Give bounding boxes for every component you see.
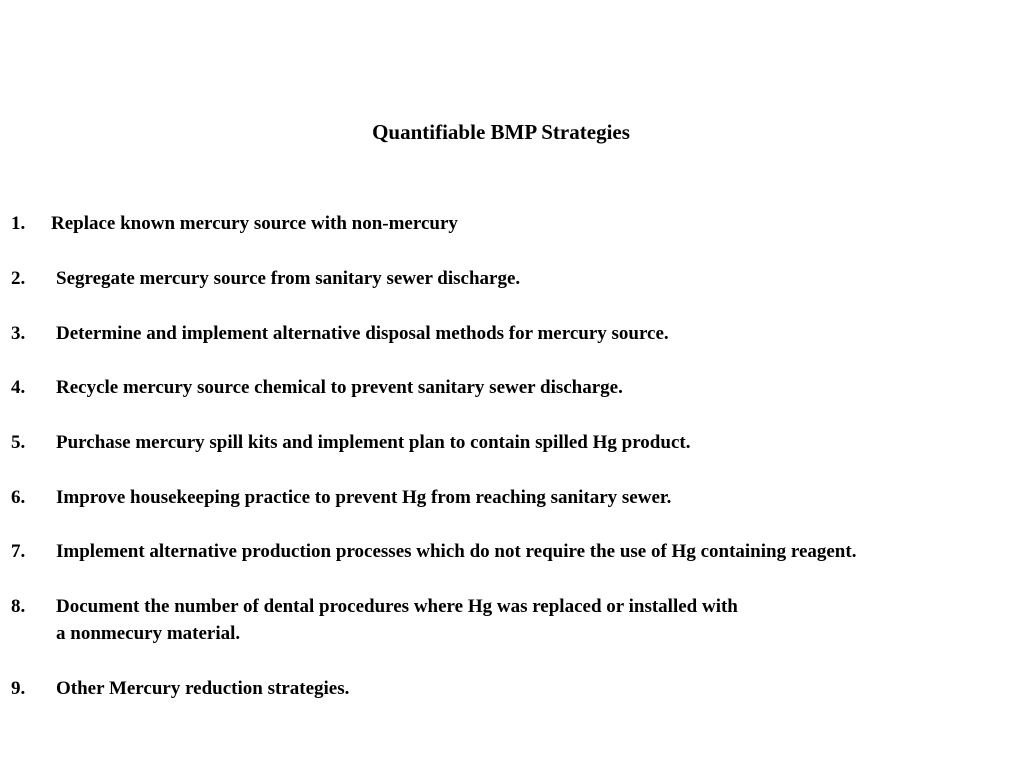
item-number: 7. bbox=[11, 541, 26, 562]
item-number: 5. bbox=[11, 432, 26, 453]
item-number: 1. bbox=[11, 213, 26, 234]
item-text: Purchase mercury spill kits and implement plan to contain spilled Hg product. bbox=[56, 432, 691, 453]
item-text: Segregate mercury source from sanitary sewer discharge. bbox=[56, 268, 521, 289]
item-text: Other Mercury reduction strategies. bbox=[56, 678, 350, 699]
item-text: Implement alternative production processes which do not require the use of Hg containing reagent. bbox=[56, 541, 857, 562]
item-number: 9. bbox=[11, 678, 26, 699]
item-text: Improve housekeeping practice to prevent Hg from reaching sanitary sewer. bbox=[56, 487, 672, 508]
item-text: Determine and implement alternative disposal methods for mercury source. bbox=[56, 323, 669, 344]
item-number: 3. bbox=[11, 323, 26, 344]
item-number: 4. bbox=[11, 377, 26, 398]
item-text: Document the number of dental procedures where Hg was replaced or installed with bbox=[56, 596, 738, 617]
item-text: Replace known mercury source with non-mercury bbox=[51, 213, 458, 234]
item-text: Recycle mercury source chemical to prevent sanitary sewer discharge. bbox=[56, 377, 623, 398]
item-number: 2. bbox=[11, 268, 26, 289]
page-title: Quantifiable BMP Strategies bbox=[372, 120, 630, 144]
item-text-continuation: a nonmecury material. bbox=[56, 623, 241, 644]
item-number: 6. bbox=[11, 487, 26, 508]
item-number: 8. bbox=[11, 596, 26, 617]
